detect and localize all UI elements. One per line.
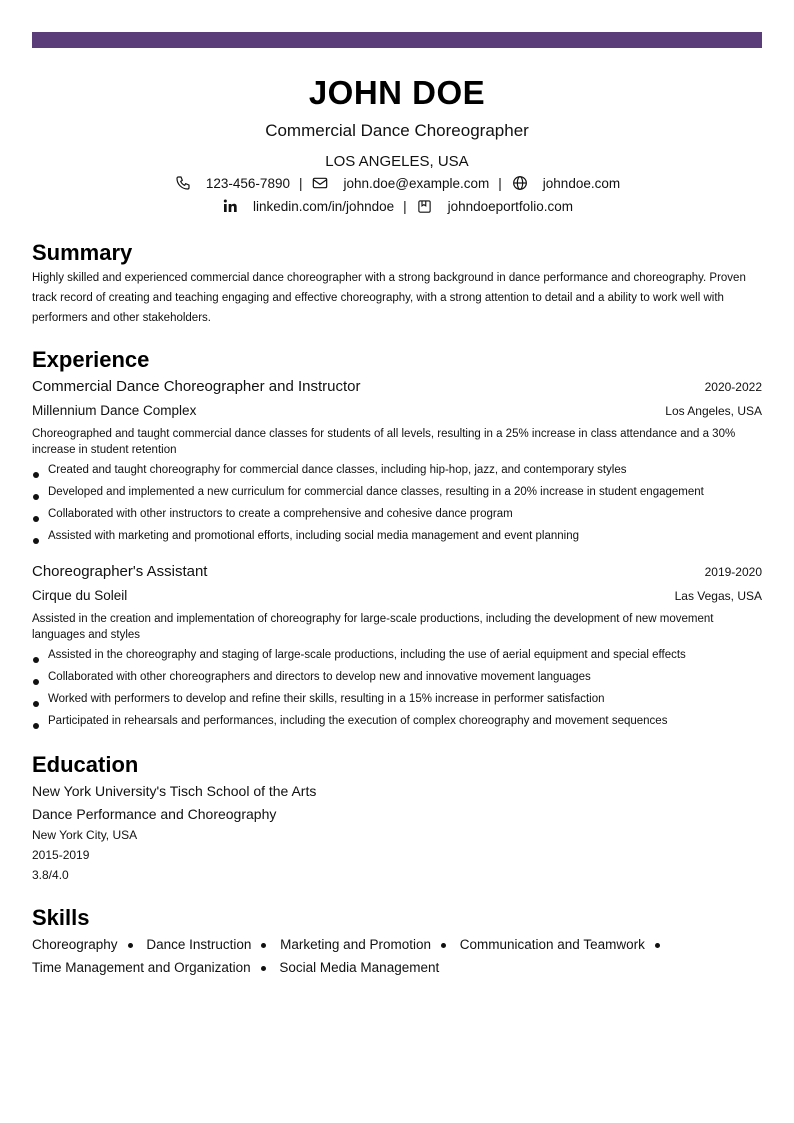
skill-item: Marketing and Promotion (280, 937, 431, 952)
accent-bar (32, 32, 762, 48)
list-item (32, 506, 762, 528)
website-link[interactable]: johndoe.com (542, 175, 621, 191)
portfolio-icon (416, 197, 434, 215)
skill-item: Social Media Management (279, 960, 440, 975)
job-dates: 2019-2020 (704, 565, 762, 579)
linkedin-icon (221, 197, 239, 215)
list-item (32, 484, 762, 506)
skill-item: Communication and Teamwork (459, 937, 645, 952)
bullet-dot (33, 701, 39, 707)
bullet-dot (441, 943, 446, 948)
bullet-dot (33, 679, 39, 685)
skill-item: Choreography (32, 937, 118, 952)
list-item (32, 528, 762, 550)
list-item (32, 713, 762, 735)
job-description: Assisted in the creation and implementation of choreography for large-scale productions, including the development of new movement languages and styles (32, 613, 714, 641)
education-heading: Education (32, 752, 139, 777)
summary-heading: Summary (32, 240, 133, 265)
bullet-text: Worked with performers to develop and refine their skills, resulting in a 15% increase in performer satisfaction (48, 693, 605, 705)
globe-icon (511, 174, 529, 192)
bullet-text: Developed and implemented a new curriculum for commercial dance classes, resulting in a 20% increase in student engagement (48, 486, 704, 498)
bullet-dot (33, 723, 39, 729)
education-dates: 2015-2019 (32, 848, 90, 862)
job-company-row (32, 403, 762, 418)
job-position: Choreographer's Assistant (32, 563, 208, 580)
phone-number[interactable]: 123-456-7890 (205, 175, 290, 191)
job-position: Commercial Dance Choreographer and Instructor (32, 378, 361, 395)
job-company-row (32, 588, 762, 603)
skills-list (32, 933, 762, 979)
skills-heading: Skills (32, 905, 90, 930)
job-bullets (32, 462, 762, 550)
bullet-dot (128, 943, 133, 948)
portfolio-link[interactable]: johndoeportfolio.com (447, 198, 573, 214)
bullet-text: Created and taught choreography for commercial dance classes, including hip-hop, jazz, and contemporary styles (48, 464, 627, 476)
list-item (32, 669, 762, 691)
list-item (32, 691, 762, 713)
job-company: Millennium Dance Complex (32, 403, 197, 418)
experience-heading: Experience (32, 347, 150, 372)
bullet-dot (33, 516, 39, 522)
candidate-name: JOHN DOE (308, 74, 486, 111)
bullet-text: Participated in rehearsals and performances, including the execution of complex choreography and movement sequences (48, 715, 668, 727)
job-dates: 2020-2022 (704, 380, 762, 394)
skill-item: Time Management and Organization (32, 960, 251, 975)
job-header (32, 563, 762, 580)
job-bullets (32, 647, 762, 735)
education-degree: Dance Performance and Choreography (32, 806, 277, 822)
bullet-dot (33, 538, 39, 544)
contact-row-2 (32, 196, 762, 216)
bullet-dot (33, 657, 39, 663)
separator: | (403, 198, 407, 214)
bullet-dot (33, 472, 39, 478)
education-gpa: 3.8/4.0 (32, 868, 69, 882)
job-company: Cirque du Soleil (32, 588, 128, 603)
bullet-text: Collaborated with other instructors to create a comprehensive and cohesive dance program (48, 508, 513, 520)
linkedin-link[interactable]: linkedin.com/in/johndoe (253, 198, 395, 214)
skill-item: Dance Instruction (146, 937, 252, 952)
contact-row-1 (32, 173, 762, 193)
job-location: Los Angeles, USA (665, 404, 762, 418)
job-header (32, 378, 762, 395)
mail-icon (311, 174, 329, 192)
bullet-text: Collaborated with other choreographers and directors to develop new and innovative movement languages (48, 671, 591, 683)
separator: | (498, 175, 502, 191)
job-title: Commercial Dance Choreographer (265, 121, 529, 140)
bullet-text: Assisted with marketing and promotional efforts, including social media management and event planning (48, 530, 580, 542)
education-school: New York University's Tisch School of the Arts (32, 783, 317, 799)
bullet-text: Assisted in the choreography and staging of large-scale productions, including the use of aerial equipment and special effects (48, 649, 686, 661)
education-location: New York City, USA (32, 828, 138, 842)
job-location: Las Vegas, USA (674, 589, 762, 603)
email-link[interactable]: john.doe@example.com (343, 175, 490, 191)
job-description: Choreographed and taught commercial dance classes for students of all levels, resulting in a 25% increase in class attendance and a 30% increase in student retention (32, 428, 736, 456)
summary-text: Highly skilled and experienced commercial dance choreographer with a strong background in dance performance and choreography. Proven track record of creating and teaching engaging and effective choreography, with a strong attention to detail and a ability to work well with performers and other stakeholders. (32, 272, 746, 324)
separator: | (298, 175, 303, 191)
phone-icon (174, 174, 192, 192)
location: LOS ANGELES, USA (325, 153, 469, 170)
bullet-dot (261, 943, 266, 948)
bullet-dot (33, 494, 39, 500)
list-item (32, 647, 762, 669)
bullet-dot (655, 943, 660, 948)
bullet-dot (261, 966, 266, 971)
list-item (32, 462, 762, 484)
